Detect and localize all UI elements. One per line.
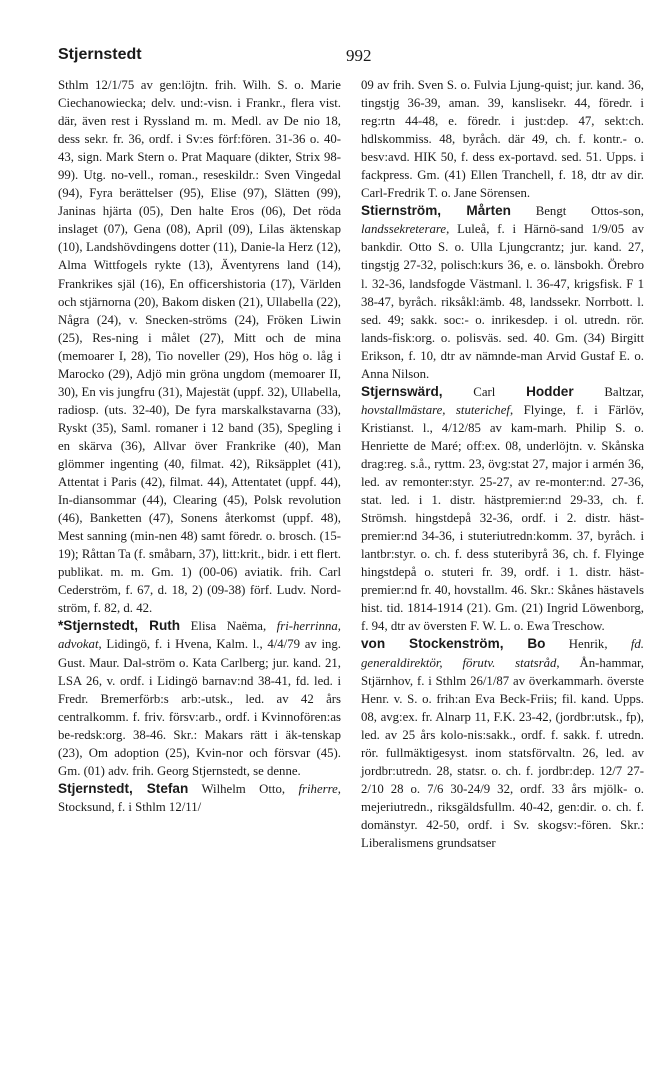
entry-given-names: Carl bbox=[442, 384, 527, 399]
page-number: 992 bbox=[346, 46, 372, 65]
entry-stjernstedt-stefan bbox=[58, 780, 341, 816]
entry-given-names: Henrik, bbox=[545, 637, 631, 652]
entry-headword: *Stjernstedt, Ruth bbox=[58, 618, 181, 634]
entry-text: , Stocksund, f. i Sthlm 12/11/ bbox=[58, 781, 341, 814]
entry-title: hovstallmästare, stuterichef bbox=[361, 402, 510, 417]
entry-headword: von Stockenström, Bo bbox=[361, 636, 546, 652]
entry-text: , Ån-hammar, Stjärnhov, f. i Sthlm 26/1/87 av överkammarh. överste Henr. v. S. o. frih:an Eva Beck-Friis; fil. kand. Upps. 08, avg:ex. fr. Alnarp 11, F.K. 23-42, (jordbr:utsk., fp), led. av 25 års kolo-nis:sakk., ordf. f. sakk. f. utredn. rör. fullmäktigesyst. inom statsförvaltn. 26, led. av jordbr:utredn. 28, statsr. o. ch. f. jordbr:dep. 12/7 27-2/10 28 o. 7/6 30-24/9 32, ordf. 33 års mjölk- o. mejeriutredn., riksgäldsfullm. 40-42, gen:dir. o. ch. f. domänstyr. 42-50, ordf. i Sv. skogsv:-fören. Skr.: Liberalismens grundsatser bbox=[361, 655, 644, 850]
entry-text: , Lidingö, f. i Hvena, Kalm. l., 4/4/79 av ing. Gust. Maur. Dal-ström o. Kata Carlberg; jur. kand. 21, LSA 26, v. ordf. i Lidingö barnav:nd 38-41, fd. led. i Fredr. Bremerförb:s arb:-utsk., led. av 42 års centralkomm. f. friv. försv:arb., ordf. i Kvinnofören:as be-redsk:org. 38-46. Skr.: Makars rätt i äk-tenskap (23), Om adoption (25), Kvin-nor och försvar (45). Gm. (01) adv. frih. Georg Stjernstedt, se denne. bbox=[58, 637, 341, 778]
entry-text: Sthlm 12/1/75 av gen:löjtn. frih. Wilh. S. o. Marie Ciechanowiecka; delv. und:-visn. i Frankr., flera vist. där, även rest i Ryssland m. m. Medl. av De nio 18, dess sekr. fr. 36, ordf. i Sv:es förf:fören. 31-36 o. 40-43, sign. Mark Stern o. Prat Maquare (dikter, Strix 98-99). Utg. no-vell., roman., reseskildr.: Sven Vingedal (94), Fyra berättelser (95), Elise (97), Slätten (99), Janinas hjärta (05), Den halte Eros (06), Det röda inslaget (07), Gena (08), April (09), Lilas äktenskap (10), Landshövdingens dotter (11), Danie-la Herz (12), Alma Wittfogels rykte (13), Äventyrens land (14), Frankrikes själ (16), En officershistoria (17), Världen och stjärnorna (20), Bakom disken (21), Ullabella (22), Några (24), v. Snecken-ströms (24), Fröken Liwin (25), Res-ning i målet (27), Mitt och de mina (memoarer I, 28), Tio noveller (29), Hos hög o. låg i Marocko (29), Adjö min gröna ungdom (memoarer II, 30), En vis jungfru (31), Majestät (uppf. 32), Ullabella, radiosp. (uts. 32-40), De fyra marskalkstavarna (33), Ryskt (35), Saml. romaner i 12 band (35), Spegling i en skärva (36), Allvar över Frankrike (40), Man glömmer ingenting (40, filmat. 42), Riksäpplet (41), Attentat i Paris (42), filmat. 44), Attentatet (uppf. 44), In-diansommar (44), Clearing (45), Polsk revolution (46), Banketten (47), Sonens återkomst (uppf. 48), Mest sanning (min-nen 48) samt föredr. o. brosch. (15-19); Råttan Ta (f. småbarn, 37), litt:krit., bidr. i ett flert. publikat. m. m. Gm. 1) (00-06) aviatik. frih. Carl Cederström, f. 67, d. 18, 2) (09-38) förf. Ludv. Nord-ström, f. 82, d. 42. bbox=[58, 78, 341, 616]
entry-text: , Luleå, f. i Härnö-sand 1/9/05 av bankdir. Otto S. o. Ulla Ljungcrantz; jur. kand. 27, tingstjg 27-32, polisch:kurs 36, e. o. länsbokh. Örebro l. 32-36, landsfogde Västmanl. l. 36-47, krigsfisk. F 1 38-47, byråch. riksåkl:ämb. 48, landssekr. Norrbott. l. sed. 49; sakk. soc:- o. inrikesdep. i ol. utredn. rör. lands-fisk:org. o. polisväs. sed. 40. Gm. (34) Birgitt Erikson, f. 10, dtr av nämnde-man Arvid Gustaf E. o. Anna Nilson. bbox=[361, 222, 644, 381]
right-column bbox=[361, 76, 644, 852]
page-header bbox=[58, 46, 664, 68]
left-column bbox=[58, 76, 341, 816]
entry-given-names: Elisa Naëma, bbox=[180, 619, 277, 634]
entry-title: friherre bbox=[298, 781, 338, 796]
running-head: Stjernstedt bbox=[58, 46, 142, 63]
entry-stjernsward-carl-hodder bbox=[361, 383, 644, 636]
entry-stjernstedt-ruth bbox=[58, 617, 341, 779]
entry-continuation bbox=[58, 76, 341, 617]
entry-given-names: Bengt Ottos-son, bbox=[510, 204, 644, 219]
entry-headword: Stiernström, Mårten bbox=[361, 203, 511, 219]
entry-title: landssekreterare bbox=[361, 222, 447, 237]
entry-title: fri-herrinna, advokat bbox=[58, 619, 341, 652]
entry-given-names: Wilhelm Otto, bbox=[188, 781, 299, 796]
entry-text: , Flyinge, f. i Färlöv, Kristianst. l., 4/12/85 av kam-marh. Philip S. o. Henriette de Maré; off:ex. 08, underlöjtn. v. Skånska drag:reg. s.å., ryttm. 23, övg:stat 27, major i armén 36, led. av remonter:styr. 25-27, av re-monter:nd. 27-36, stat. led. i 1. distr. hästpremier:nd 29-33, ch. f. Strömsh. hingstdepå 32-36, ordf. i 2. distr. häst-premier:nd 34-36, i stuteriutredn:komm. 37, byråch. i lantbr:styr. o. ch. f. dess stuteribyrå 36, ch. f. Flyinge hingstdepå o. stuteri fr. 39, ordf. i 1. distr. häst-premier:nd fr. 40, hovstallm. 46. Skr.: Skånes hästavels hist. tid. 1814-1914 (21). Gm. (21) Ingrid Löwenborg, f. 94, dtr av översten F. W. L. o. Ewa Treschow. bbox=[361, 402, 644, 634]
entry-headword: Stjernstedt, Stefan bbox=[58, 780, 189, 796]
entry-headword-callname: Hodder bbox=[526, 383, 574, 399]
entry-headword: Stjernswärd, bbox=[361, 383, 443, 399]
entry-von-stockenstrom-bo bbox=[361, 635, 644, 852]
entry-stiernstrom-marten bbox=[361, 202, 644, 382]
entry-given-names: Baltzar, bbox=[573, 384, 644, 399]
entry-text: 09 av frih. Sven S. o. Fulvia Ljung-quist; jur. kand. 36, tingstjg 36-39, aman. 39, kanslisekr. 44, föredr. i reg:rtn 44-48, e. föredr. i just:dep. 47, sekt:ch. hdlskommiss. 48, byråch. där 49, ch. f. kontr.- o. besv:avd. HIK 50, f. dess ex-portavd. sed. 51. Upps. i fackpress. Gm. (41) Ellen Tranchell, f. 18, dtr av dir. Carl-Fredrik T. o. Jane Sörensen. bbox=[361, 78, 644, 201]
entry-continuation bbox=[361, 76, 644, 202]
entry-title: fd. generaldirektör, förutv. statsråd bbox=[361, 637, 644, 670]
